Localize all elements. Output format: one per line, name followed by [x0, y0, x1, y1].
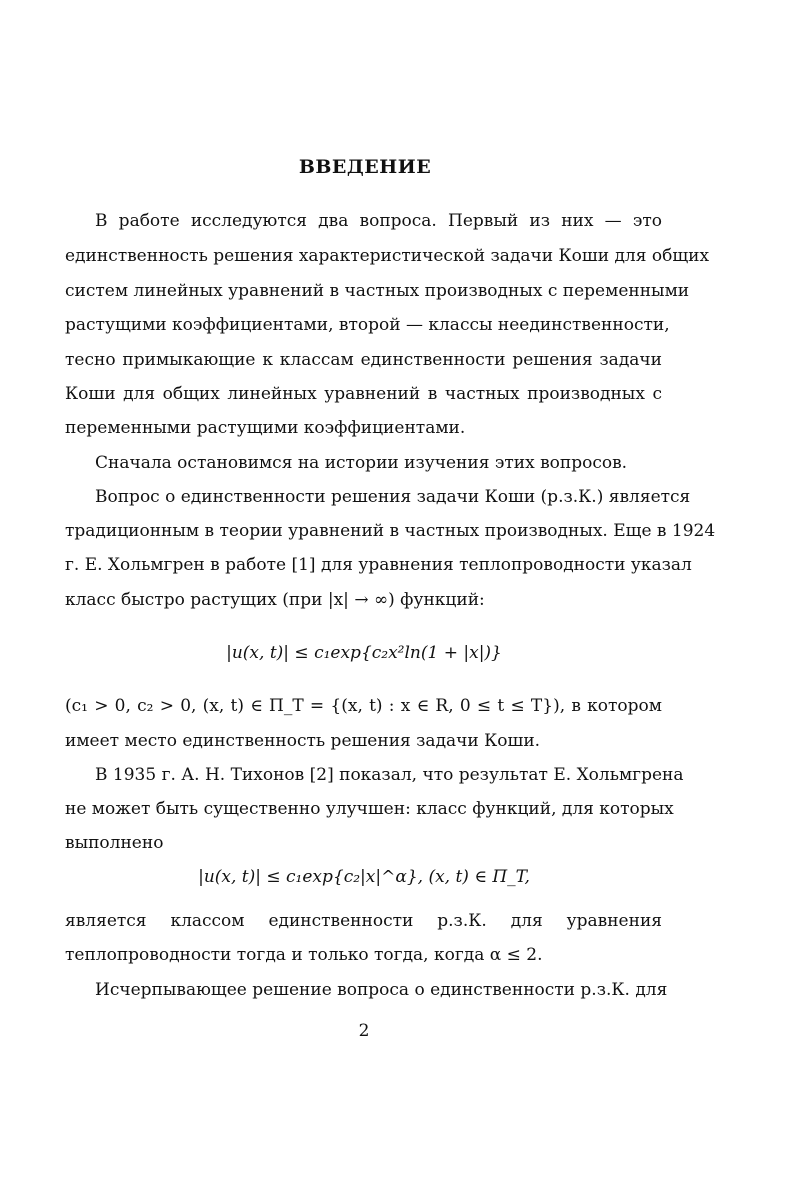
text-line: Коши для общих линейных уравнений в частных производных с [65, 384, 662, 404]
text-line: Вопрос о единственности решения задачи Коши (р.з.К.) является [95, 487, 691, 507]
text-line: систем линейных уравнений в частных производных с переменными [65, 281, 690, 301]
text-line: теплопроводности тогда и только тогда, когда α ≤ 2. [65, 945, 543, 965]
text-line: не может быть существенно улучшен: класс функций, для которых [65, 799, 674, 819]
text-line: является классом единственности р.з.К. для уравнения [65, 911, 662, 931]
text-line: класс быстро растущих (при |x| → ∞) функций: [65, 590, 485, 610]
text-line: Исчерпывающее решение вопроса о единственности р.з.К. для [95, 980, 668, 1000]
text-line: Сначала остановимся на истории изучения этих вопросов. [95, 453, 628, 473]
text-line: В работе исследуются два вопроса. Первый из них — это [95, 211, 662, 231]
text-line: переменными растущими коэффициентами. [65, 418, 466, 438]
text-line: выполнено [65, 833, 164, 853]
text-line: (c₁ > 0, c₂ > 0, (x, t) ∈ Π_T = {(x, t) : x ∈ R, 0 ≤ t ≤ T}), в котором [65, 696, 662, 716]
section-title: ВВЕДЕНИЕ [298, 156, 432, 178]
text-line: г. Е. Хольмгрен в работе [1] для уравнения теплопроводности указал [65, 555, 692, 575]
formula-tikhonov: |u(x, t)| ≤ c₁exp{c₂|x|^α}, (x, t) ∈ Π_T, [198, 867, 530, 887]
page-number: 2 [358, 1021, 370, 1041]
text-line: тесно примыкающие к классам единственности решения задачи [65, 350, 662, 370]
text-line: В 1935 г. А. Н. Тихонов [2] показал, что результат Е. Хольмгрена [95, 765, 684, 785]
text-line: единственность решения характеристической задачи Коши для общих [65, 246, 710, 266]
text-line: имеет место единственность решения задачи Коши. [65, 731, 541, 751]
text-line: растущими коэффициентами, второй — классы неединственности, [65, 315, 670, 335]
text-line: традиционным в теории уравнений в частных производных. Еще в 1924 [65, 521, 716, 541]
formula-holmgren: |u(x, t)| ≤ c₁exp{c₂x²ln(1 + |x|)} [226, 643, 502, 663]
